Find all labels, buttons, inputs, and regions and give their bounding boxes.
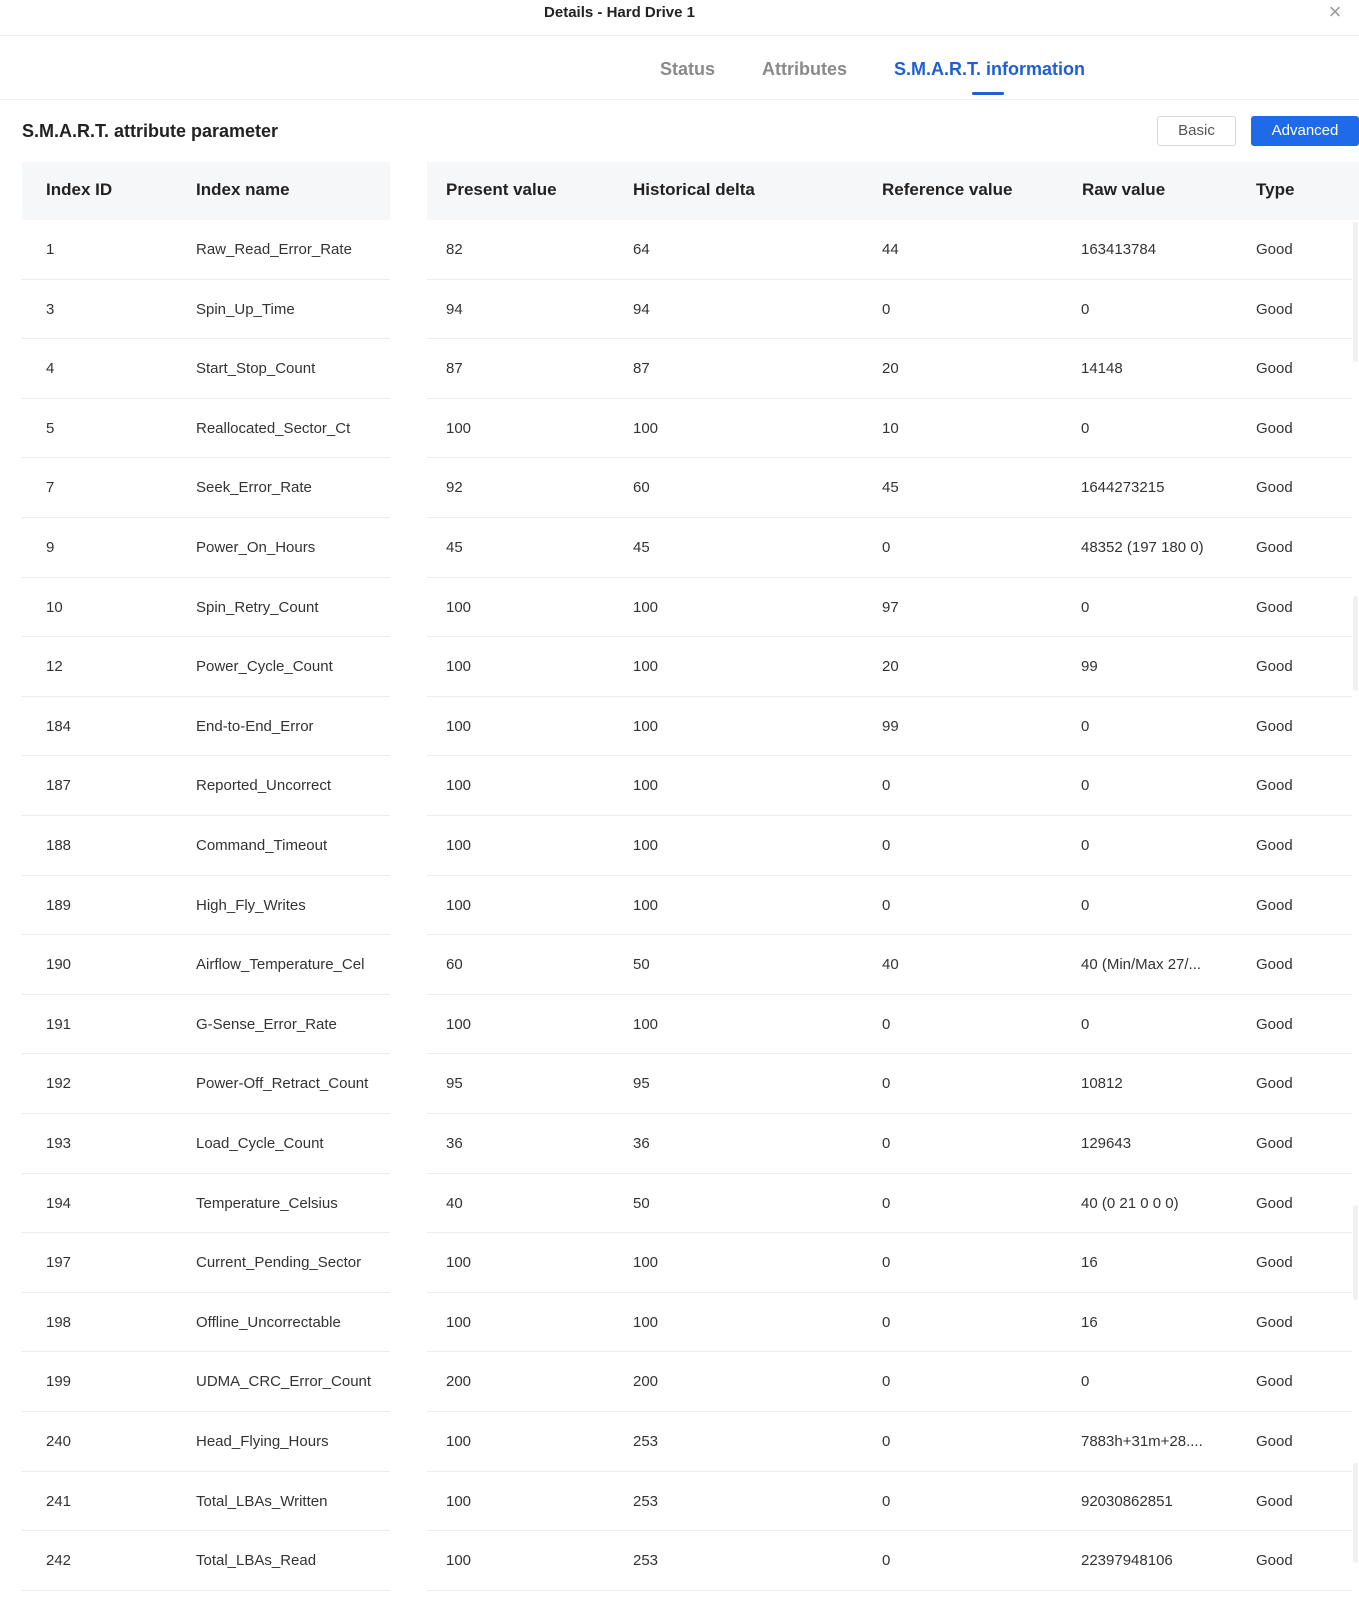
cell-historical-delta: 64 bbox=[633, 241, 650, 258]
cell-historical-delta: 100 bbox=[633, 717, 659, 735]
cell-type: Good bbox=[1256, 1015, 1293, 1033]
cell-index-name: Power_On_Hours bbox=[196, 539, 316, 556]
cell-present-value: 100 bbox=[446, 1433, 472, 1450]
cell-historical-delta: 253 bbox=[633, 1552, 659, 1570]
table-row bbox=[0, 1352, 1359, 1412]
active-tab-indicator bbox=[972, 92, 1004, 95]
cell-type: Good bbox=[1256, 837, 1293, 854]
table-row bbox=[0, 637, 1359, 697]
cell-type: Good bbox=[1256, 419, 1293, 437]
table-row bbox=[0, 1412, 1359, 1472]
cell-historical-delta: 60 bbox=[633, 479, 650, 497]
cell-index-name: Head_Flying_Hours bbox=[196, 1433, 329, 1450]
table-row bbox=[0, 399, 1359, 459]
section-title: S.M.A.R.T. attribute parameter bbox=[22, 121, 279, 141]
cell-type: Good bbox=[1256, 777, 1293, 795]
cell-type: Good bbox=[1256, 896, 1293, 914]
cell-index-id: 189 bbox=[46, 896, 72, 914]
cell-index-id: 188 bbox=[46, 837, 72, 854]
cell-raw-value: 99 bbox=[1081, 658, 1098, 676]
cell-historical-delta: 100 bbox=[633, 1254, 659, 1272]
cell-historical-delta: 100 bbox=[633, 837, 659, 854]
cell-raw-value: 0 bbox=[1081, 419, 1090, 437]
scrollbar-segment[interactable] bbox=[1353, 596, 1358, 691]
tab-bar bbox=[0, 36, 1359, 100]
cell-raw-value: 92030862851 bbox=[1081, 1492, 1173, 1510]
cell-raw-value: 40 (0 21 0 0 0) bbox=[1081, 1194, 1179, 1212]
table-row bbox=[0, 697, 1359, 757]
table-row bbox=[0, 1054, 1359, 1114]
cell-historical-delta: 94 bbox=[633, 300, 650, 318]
cell-reference-value: 97 bbox=[882, 598, 899, 616]
cell-index-id: 184 bbox=[46, 717, 72, 735]
cell-reference-value: 45 bbox=[882, 479, 899, 497]
cell-index-id: 187 bbox=[46, 777, 72, 795]
column-header-reference-value: Reference value bbox=[882, 180, 1013, 199]
cell-present-value: 100 bbox=[446, 777, 472, 795]
cell-index-name: Airflow_Temperature_Cel bbox=[196, 956, 365, 974]
cell-index-id: 240 bbox=[46, 1433, 72, 1450]
cell-index-id: 199 bbox=[46, 1373, 72, 1391]
cell-present-value: 100 bbox=[446, 837, 472, 854]
table-row bbox=[0, 458, 1359, 518]
cell-type: Good bbox=[1256, 1373, 1293, 1391]
table-row bbox=[0, 1114, 1359, 1174]
cell-raw-value: 0 bbox=[1081, 300, 1090, 318]
table-row bbox=[0, 816, 1359, 876]
cell-historical-delta: 50 bbox=[633, 956, 650, 974]
cell-index-name: Spin_Retry_Count bbox=[196, 598, 319, 616]
cell-raw-value: 48352 (197 180 0) bbox=[1081, 539, 1204, 556]
cell-type: Good bbox=[1256, 539, 1293, 556]
column-header-index-name: Index name bbox=[196, 180, 290, 199]
cell-historical-delta: 100 bbox=[633, 896, 659, 914]
cell-index-name: Seek_Error_Rate bbox=[196, 479, 312, 497]
cell-raw-value: 40 (Min/Max 27/... bbox=[1081, 956, 1202, 974]
cell-reference-value: 0 bbox=[882, 1075, 891, 1093]
table-row bbox=[0, 518, 1359, 578]
cell-present-value: 100 bbox=[446, 717, 472, 735]
cell-historical-delta: 100 bbox=[633, 1313, 659, 1331]
cell-index-id: 5 bbox=[46, 419, 55, 437]
table-row bbox=[0, 280, 1359, 340]
cell-raw-value: 0 bbox=[1081, 717, 1090, 735]
cell-index-name: Start_Stop_Count bbox=[196, 360, 316, 378]
cell-type: Good bbox=[1256, 1194, 1293, 1212]
cell-present-value: 100 bbox=[446, 658, 472, 676]
cell-raw-value: 14148 bbox=[1081, 360, 1123, 378]
cell-reference-value: 44 bbox=[882, 241, 899, 258]
scrollbar-segment[interactable] bbox=[1353, 222, 1358, 362]
cell-index-id: 198 bbox=[46, 1313, 72, 1331]
cell-raw-value: 16 bbox=[1081, 1254, 1098, 1272]
cell-index-name: Spin_Up_Time bbox=[196, 300, 295, 318]
cell-reference-value: 0 bbox=[882, 1194, 891, 1212]
cell-reference-value: 0 bbox=[882, 1015, 891, 1033]
cell-present-value: 87 bbox=[446, 360, 463, 378]
cell-present-value: 40 bbox=[446, 1194, 463, 1212]
cell-type: Good bbox=[1256, 1254, 1293, 1272]
cell-index-id: 4 bbox=[46, 360, 55, 378]
cell-present-value: 100 bbox=[446, 1492, 472, 1510]
cell-raw-value: 10812 bbox=[1081, 1075, 1123, 1093]
cell-type: Good bbox=[1256, 479, 1293, 497]
table-row bbox=[0, 578, 1359, 638]
table-row bbox=[0, 1472, 1359, 1532]
table-row bbox=[0, 756, 1359, 816]
cell-index-id: 192 bbox=[46, 1075, 72, 1093]
cell-present-value: 45 bbox=[446, 539, 463, 556]
cell-reference-value: 10 bbox=[882, 419, 899, 437]
cell-historical-delta: 36 bbox=[633, 1135, 650, 1152]
cell-index-id: 242 bbox=[46, 1552, 72, 1570]
cell-raw-value: 16 bbox=[1081, 1313, 1098, 1331]
cell-index-id: 241 bbox=[46, 1492, 72, 1510]
column-header-type: Type bbox=[1256, 180, 1295, 199]
close-icon[interactable]: × bbox=[1328, 0, 1342, 24]
table-row bbox=[0, 935, 1359, 995]
table-row bbox=[0, 1293, 1359, 1353]
cell-index-name: UDMA_CRC_Error_Count bbox=[196, 1373, 372, 1391]
cell-present-value: 92 bbox=[446, 479, 463, 497]
cell-index-name: Current_Pending_Sector bbox=[196, 1254, 362, 1272]
cell-historical-delta: 87 bbox=[633, 360, 650, 378]
cell-type: Good bbox=[1256, 598, 1293, 616]
cell-type: Good bbox=[1256, 1075, 1293, 1093]
cell-index-name: Reallocated_Sector_Ct bbox=[196, 419, 351, 437]
tab-status[interactable]: Status bbox=[660, 59, 716, 79]
cell-type: Good bbox=[1256, 1135, 1293, 1152]
cell-index-id: 190 bbox=[46, 956, 72, 974]
table-row bbox=[0, 1233, 1359, 1293]
cell-present-value: 82 bbox=[446, 241, 463, 258]
cell-index-name: Power_Cycle_Count bbox=[196, 658, 333, 676]
cell-raw-value: 22397948106 bbox=[1081, 1552, 1173, 1570]
cell-type: Good bbox=[1256, 1492, 1293, 1510]
cell-present-value: 100 bbox=[446, 1313, 472, 1331]
cell-reference-value: 20 bbox=[882, 360, 899, 378]
cell-historical-delta: 100 bbox=[633, 777, 659, 795]
cell-raw-value: 0 bbox=[1081, 777, 1090, 795]
table-row bbox=[0, 995, 1359, 1055]
cell-index-name: Reported_Uncorrect bbox=[196, 777, 332, 795]
table-header-right bbox=[427, 162, 1359, 220]
cell-historical-delta: 253 bbox=[633, 1433, 659, 1450]
column-header-raw-value: Raw value bbox=[1082, 180, 1166, 199]
cell-present-value: 60 bbox=[446, 956, 463, 974]
row-divider bbox=[427, 1590, 1352, 1591]
cell-raw-value: 0 bbox=[1081, 1015, 1090, 1033]
cell-historical-delta: 253 bbox=[633, 1492, 659, 1510]
cell-present-value: 100 bbox=[446, 1254, 472, 1272]
basic-button[interactable]: Basic bbox=[1157, 116, 1236, 146]
cell-index-name: End-to-End_Error bbox=[196, 717, 314, 735]
tab-attributes[interactable]: Attributes bbox=[762, 59, 847, 79]
table-row bbox=[0, 1531, 1359, 1591]
cell-reference-value: 0 bbox=[882, 1433, 891, 1450]
cell-index-id: 197 bbox=[46, 1254, 72, 1272]
table-row bbox=[0, 339, 1359, 399]
cell-raw-value: 129643 bbox=[1081, 1135, 1132, 1152]
cell-historical-delta: 200 bbox=[633, 1373, 659, 1391]
cell-index-id: 1 bbox=[46, 241, 55, 258]
cell-type: Good bbox=[1256, 717, 1293, 735]
cell-reference-value: 0 bbox=[882, 300, 891, 318]
cell-reference-value: 0 bbox=[882, 1492, 891, 1510]
cell-index-id: 193 bbox=[46, 1135, 72, 1152]
cell-index-id: 9 bbox=[46, 539, 55, 556]
cell-raw-value: 0 bbox=[1081, 896, 1090, 914]
cell-present-value: 100 bbox=[446, 1015, 472, 1033]
cell-reference-value: 0 bbox=[882, 896, 891, 914]
cell-historical-delta: 100 bbox=[633, 598, 659, 616]
cell-present-value: 100 bbox=[446, 598, 472, 616]
cell-index-name: Total_LBAs_Written bbox=[196, 1492, 328, 1510]
cell-present-value: 200 bbox=[446, 1373, 472, 1391]
cell-raw-value: 7883h+31m+28.... bbox=[1081, 1433, 1203, 1450]
cell-index-name: Power-Off_Retract_Count bbox=[196, 1075, 369, 1093]
cell-present-value: 100 bbox=[446, 896, 472, 914]
cell-type: Good bbox=[1256, 1313, 1293, 1331]
cell-index-id: 194 bbox=[46, 1194, 72, 1212]
cell-index-name: Raw_Read_Error_Rate bbox=[196, 241, 352, 258]
advanced-button[interactable]: Advanced bbox=[1251, 116, 1359, 146]
cell-reference-value: 0 bbox=[882, 1313, 891, 1331]
cell-type: Good bbox=[1256, 658, 1293, 676]
cell-type: Good bbox=[1256, 300, 1293, 318]
cell-type: Good bbox=[1256, 241, 1293, 258]
cell-index-id: 10 bbox=[46, 598, 63, 616]
cell-historical-delta: 100 bbox=[633, 1015, 659, 1033]
scrollbar-segment[interactable] bbox=[1353, 1463, 1358, 1563]
cell-raw-value: 0 bbox=[1081, 598, 1090, 616]
cell-type: Good bbox=[1256, 956, 1293, 974]
cell-type: Good bbox=[1256, 1552, 1293, 1570]
title-bar bbox=[0, 0, 1359, 36]
cell-index-id: 7 bbox=[46, 479, 55, 497]
cell-index-id: 12 bbox=[46, 658, 63, 676]
cell-index-id: 191 bbox=[46, 1015, 72, 1033]
cell-present-value: 100 bbox=[446, 1552, 472, 1570]
cell-reference-value: 99 bbox=[882, 717, 899, 735]
table-row bbox=[0, 1174, 1359, 1234]
cell-raw-value: 0 bbox=[1081, 837, 1090, 854]
cell-historical-delta: 50 bbox=[633, 1194, 650, 1212]
cell-type: Good bbox=[1256, 360, 1293, 378]
cell-reference-value: 40 bbox=[882, 956, 899, 974]
cell-index-name: Temperature_Celsius bbox=[196, 1194, 338, 1212]
cell-reference-value: 0 bbox=[882, 1135, 891, 1152]
cell-index-name: Load_Cycle_Count bbox=[196, 1135, 324, 1152]
column-header-present-value: Present value bbox=[446, 180, 557, 199]
cell-historical-delta: 95 bbox=[633, 1075, 650, 1093]
cell-historical-delta: 100 bbox=[633, 658, 659, 676]
row-divider bbox=[22, 1590, 390, 1591]
cell-index-name: Command_Timeout bbox=[196, 837, 328, 854]
cell-reference-value: 0 bbox=[882, 777, 891, 795]
cell-raw-value: 163413784 bbox=[1081, 241, 1157, 258]
cell-reference-value: 0 bbox=[882, 837, 891, 854]
cell-index-name: Total_LBAs_Read bbox=[196, 1552, 317, 1570]
cell-historical-delta: 45 bbox=[633, 539, 650, 556]
cell-present-value: 95 bbox=[446, 1075, 463, 1093]
cell-index-id: 3 bbox=[46, 300, 55, 318]
column-header-historical-delta: Historical delta bbox=[633, 180, 755, 199]
cell-present-value: 94 bbox=[446, 300, 463, 318]
cell-present-value: 36 bbox=[446, 1135, 463, 1152]
cell-reference-value: 0 bbox=[882, 539, 891, 556]
cell-index-name: G-Sense_Error_Rate bbox=[196, 1015, 337, 1033]
cell-index-name: High_Fly_Writes bbox=[196, 896, 306, 914]
table-row bbox=[0, 220, 1359, 280]
cell-historical-delta: 100 bbox=[633, 419, 659, 437]
table-header-left bbox=[22, 162, 390, 220]
table-row bbox=[0, 876, 1359, 936]
cell-index-name: Offline_Uncorrectable bbox=[196, 1313, 341, 1331]
cell-raw-value: 1644273215 bbox=[1081, 479, 1165, 497]
cell-reference-value: 20 bbox=[882, 658, 899, 676]
tab-smart-information[interactable]: S.M.A.R.T. information bbox=[894, 59, 1085, 79]
window-title: Details - Hard Drive 1 bbox=[544, 4, 695, 21]
cell-reference-value: 0 bbox=[882, 1552, 891, 1570]
column-header-index-id: Index ID bbox=[46, 180, 113, 199]
scrollbar-segment[interactable] bbox=[1353, 1205, 1358, 1300]
cell-reference-value: 0 bbox=[882, 1254, 891, 1272]
cell-present-value: 100 bbox=[446, 419, 472, 437]
cell-type: Good bbox=[1256, 1433, 1293, 1450]
cell-raw-value: 0 bbox=[1081, 1373, 1090, 1391]
cell-reference-value: 0 bbox=[882, 1373, 891, 1391]
